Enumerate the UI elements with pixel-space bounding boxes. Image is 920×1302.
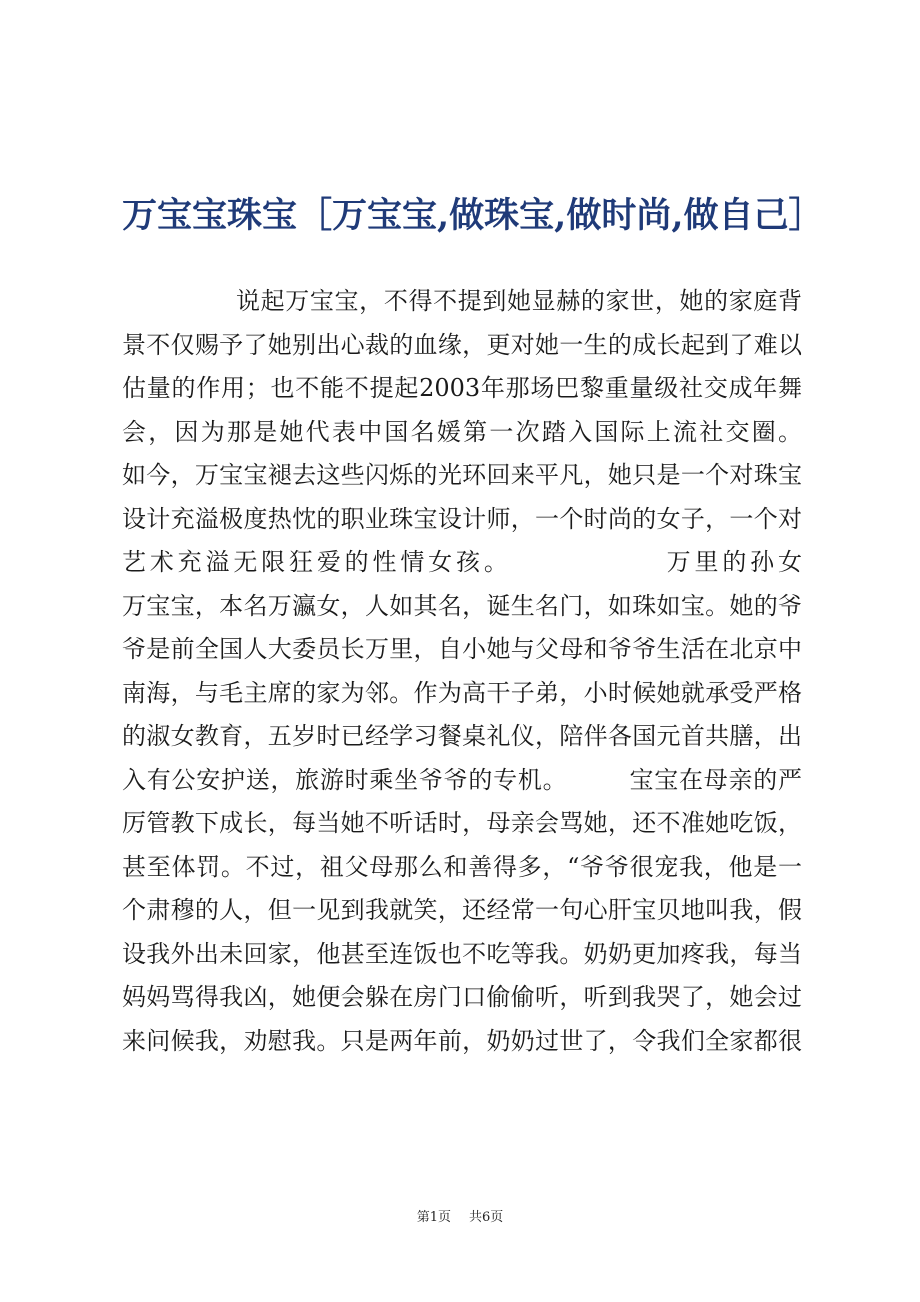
text-line: 说起万宝宝，不得不提到她显赫的家世，她的家庭背	[236, 287, 802, 315]
page-number: 第1页	[416, 1210, 451, 1225]
text-line: 设我外出未回家，他甚至连饭也不吃等我。奶奶更加疼我，每当	[122, 939, 802, 968]
text-line: 妈妈骂得我凶，她便会躲在房门口偷偷听，听到我哭了，她会过	[122, 983, 802, 1011]
document-title: 万宝宝珠宝［万宝宝,做珠宝,做时尚,做自己］	[122, 195, 824, 236]
text-line: 万宝宝，本名万瀛女，人如其名，诞生名门，如珠如宝。她的爷	[122, 591, 802, 620]
text-line: 入有公安护送，旅游时乘坐爷爷的专机。 宝宝在母亲的严	[122, 765, 802, 794]
page-footer	[0, 1206, 920, 1225]
text-line: 设计充溢极度热忱的职业珠宝设计师，一个时尚的女子，一个对	[122, 504, 802, 533]
page-total: 共6页	[469, 1210, 504, 1225]
text-line: 南海，与毛主席的家为邻。作为高干子弟，小时候她就承受严格	[122, 678, 802, 707]
body-text	[122, 280, 802, 1063]
text-line: 厉管教下成长，每当她不听话时，母亲会骂她，还不准她吃饭，	[122, 809, 802, 837]
text-line: 艺术充溢无限狂爱的性情女孩。 万里的孙女	[122, 548, 802, 576]
text-line: 的淑女教育，五岁时已经学习餐桌礼仪，陪伴各国元首共膳，出	[122, 722, 802, 750]
text-line: 估量的作用；也不能不提起2003年那场巴黎重量级社交成年舞	[122, 374, 802, 402]
text-line: 个肃穆的人，但一见到我就笑，还经常一句心肝宝贝地叫我，假	[122, 896, 802, 924]
text-line: 景不仅赐予了她别出心裁的血缘，更对她一生的成长起到了难以	[122, 330, 802, 359]
text-line: 会，因为那是她代表中国名媛第一次踏入国际上流社交圈。	[122, 417, 802, 446]
text-line: 如今，万宝宝褪去这些闪烁的光环回来平凡，她只是一个对珠宝	[122, 461, 802, 489]
text-line: 爷是前全国人大委员长万里，自小她与父母和爷爷生活在北京中	[122, 635, 802, 663]
text-line: 甚至体罚。不过，祖父母那么和善得多，“爷爷很宠我，他是一	[122, 852, 802, 881]
text-line: 来问候我，劝慰我。只是两年前，奶奶过世了，令我们全家都很	[122, 1026, 802, 1055]
